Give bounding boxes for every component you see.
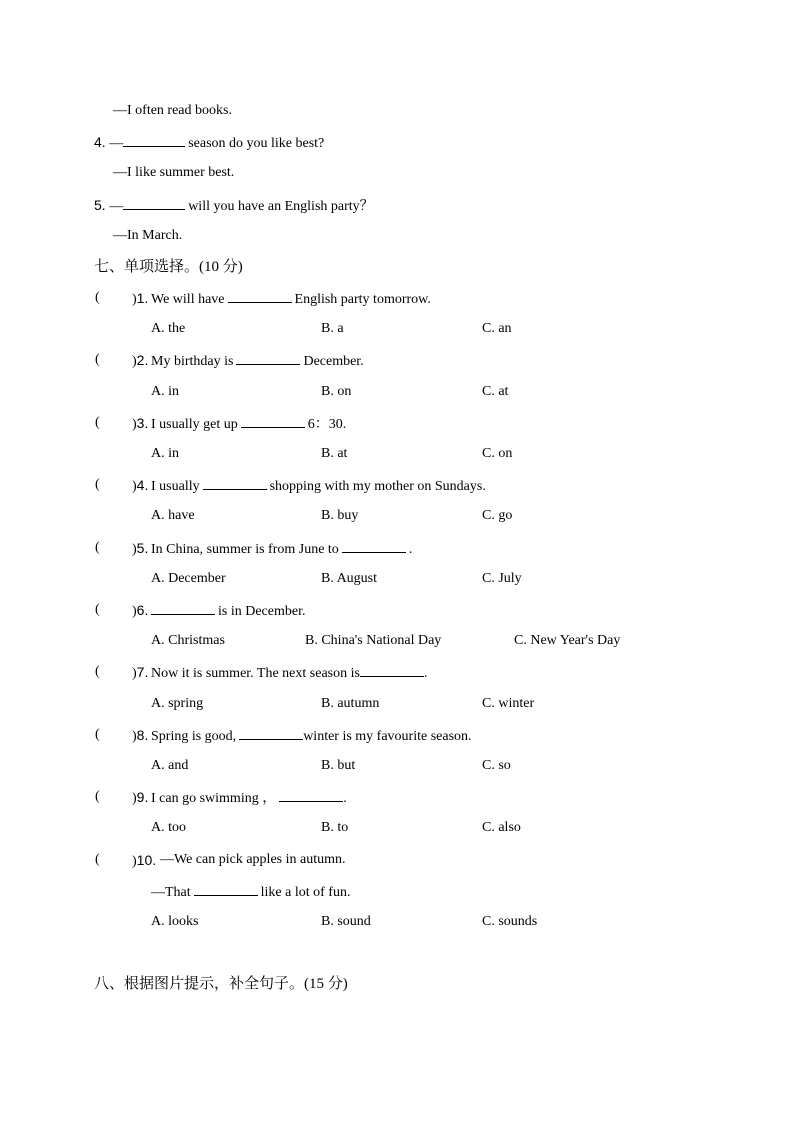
answer-paren-close: )10. bbox=[132, 852, 157, 869]
option-a[interactable]: A. in bbox=[151, 384, 179, 399]
answer-paren-close: )1. bbox=[132, 290, 149, 307]
answer-paren-open: ( bbox=[95, 352, 100, 367]
option-a[interactable]: A. Christmas bbox=[151, 633, 225, 648]
section-8-title: 八、根据图片提示，补全句子。(15 分) bbox=[94, 976, 348, 992]
answer-line bbox=[113, 226, 182, 246]
option-b[interactable]: B. August bbox=[321, 571, 378, 586]
answer-paren-open: ( bbox=[95, 477, 100, 492]
option-c[interactable]: C. go bbox=[482, 508, 513, 523]
answer-paren-open: ( bbox=[95, 789, 100, 804]
question-text: —That bbox=[151, 885, 191, 900]
answer-paren-open: ( bbox=[95, 415, 100, 430]
option-c[interactable]: C. on bbox=[482, 446, 513, 461]
option-b[interactable]: B. autumn bbox=[321, 696, 380, 711]
option-a[interactable]: A. in bbox=[151, 446, 179, 461]
answer-paren-close: )6. bbox=[132, 602, 149, 619]
fill-question-5 bbox=[94, 195, 374, 217]
option-b[interactable]: B. buy bbox=[321, 508, 359, 523]
answer-paren-close: )3. bbox=[132, 415, 149, 432]
option-b[interactable]: B. but bbox=[321, 758, 356, 773]
question-number: 5. bbox=[94, 197, 106, 213]
option-a[interactable]: A. spring bbox=[151, 696, 204, 711]
dash: — bbox=[109, 136, 124, 151]
answer-paren-open: ( bbox=[95, 540, 100, 555]
answer-text: —I often read books. bbox=[113, 103, 232, 118]
option-c[interactable]: C. so bbox=[482, 758, 511, 773]
answer-paren-open: ( bbox=[95, 852, 100, 867]
option-c[interactable]: C. winter bbox=[482, 696, 535, 711]
option-a[interactable]: A. December bbox=[151, 571, 226, 586]
question-text: In China, summer is from June to . bbox=[151, 538, 412, 560]
fill-question-4 bbox=[94, 132, 324, 154]
answer-line bbox=[113, 163, 234, 183]
dash: — bbox=[109, 199, 124, 214]
option-a[interactable]: A. looks bbox=[151, 914, 199, 929]
option-b[interactable]: B. sound bbox=[321, 914, 371, 929]
answer-paren-close: )2. bbox=[132, 352, 149, 369]
question-text: Spring is good, winter is my favourite season. bbox=[151, 725, 472, 747]
answer-line bbox=[113, 101, 232, 121]
option-c[interactable]: C. at bbox=[482, 384, 509, 399]
answer-paren-open: ( bbox=[95, 290, 100, 305]
question-text: like a lot of fun. bbox=[260, 885, 351, 900]
answer-paren-close: )7. bbox=[132, 664, 149, 681]
option-b[interactable]: B. China's National Day bbox=[305, 633, 442, 648]
option-b[interactable]: B. on bbox=[321, 384, 352, 399]
question-text: I can go swimming ， . bbox=[151, 787, 347, 809]
option-c[interactable]: C. also bbox=[482, 820, 521, 835]
option-c[interactable]: C. an bbox=[482, 321, 512, 336]
question-text: Now it is summer. The next season is . bbox=[151, 662, 427, 684]
answer-paren-close: )4. bbox=[132, 477, 149, 494]
answer-paren-open: ( bbox=[95, 727, 100, 742]
option-a[interactable]: A. and bbox=[151, 758, 189, 773]
option-b[interactable]: B. to bbox=[321, 820, 349, 835]
answer-blank[interactable] bbox=[194, 881, 258, 896]
question-text: is in December. bbox=[151, 600, 305, 622]
question-text: I usually get up 6：30. bbox=[151, 413, 346, 435]
question-text: I usually shopping with my mother on Sundays. bbox=[151, 475, 486, 497]
question-text: My birthday is December. bbox=[151, 350, 364, 372]
question-text: season do you like best? bbox=[188, 136, 325, 151]
question-text: will you have an English party？ bbox=[188, 199, 374, 214]
answer-blank[interactable] bbox=[123, 195, 185, 210]
question-10-line-2 bbox=[151, 881, 350, 903]
option-c[interactable]: C. sounds bbox=[482, 914, 538, 929]
option-a[interactable]: A. have bbox=[151, 508, 195, 523]
option-b[interactable]: B. a bbox=[321, 321, 344, 336]
answer-blank[interactable] bbox=[123, 132, 185, 147]
answer-text: —In March. bbox=[113, 228, 183, 243]
question-number: 4. bbox=[94, 134, 106, 150]
answer-text: —I like summer best. bbox=[113, 165, 235, 180]
answer-paren-close: )8. bbox=[132, 727, 149, 744]
question-text: We will have English party tomorrow. bbox=[151, 288, 431, 310]
question-text: —We can pick apples in autumn. bbox=[160, 852, 346, 867]
section-7-title: 七、单项选择。(10 分) bbox=[94, 259, 243, 275]
option-c[interactable]: C. New Year's Day bbox=[514, 633, 621, 648]
answer-paren-open: ( bbox=[95, 602, 100, 617]
option-c[interactable]: C. July bbox=[482, 571, 522, 586]
option-a[interactable]: A. too bbox=[151, 820, 186, 835]
option-b[interactable]: B. at bbox=[321, 446, 348, 461]
option-a[interactable]: A. the bbox=[151, 321, 186, 336]
answer-paren-close: )5. bbox=[132, 540, 149, 557]
answer-paren-close: )9. bbox=[132, 789, 149, 806]
answer-paren-open: ( bbox=[95, 664, 100, 679]
